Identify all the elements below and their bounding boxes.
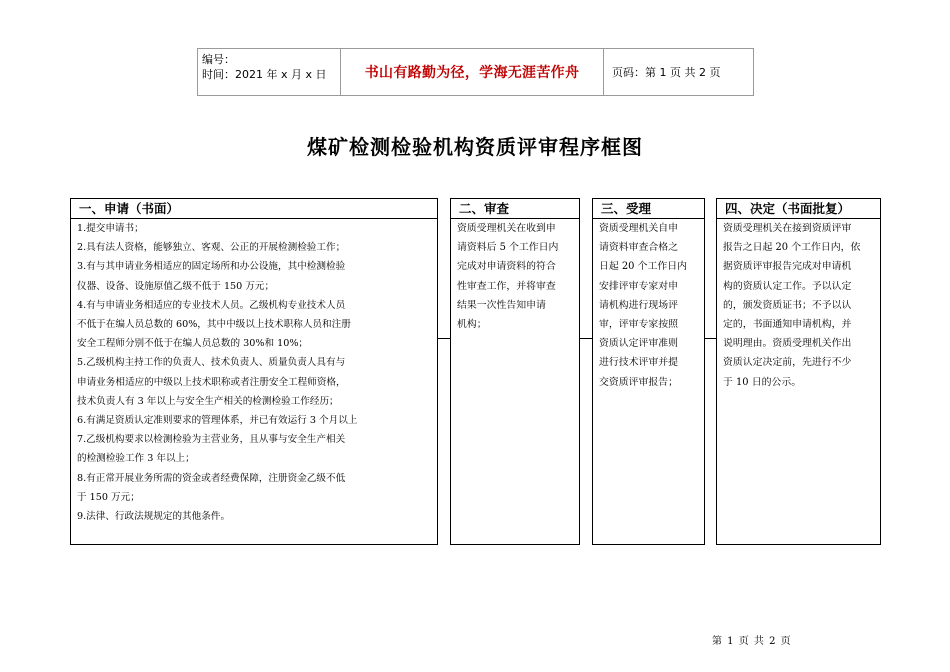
document-header	[197, 48, 754, 96]
step-accept-line: 审，评审专家按照	[599, 319, 679, 331]
step-review-line: 资质受理机关在收到申	[457, 223, 556, 234]
connector-line	[580, 338, 592, 339]
step-apply-line: 8.有正常开展业务所需的资金或者经费保障，注册资金乙级不低	[77, 472, 346, 484]
step-accept-line: 请资料审查合格之	[599, 242, 679, 254]
step-review-line: 结果一次性告知申请	[457, 299, 546, 311]
step-apply-line: 9.法律、行政法规规定的其他条件。	[77, 511, 231, 523]
step-accept-line: 安排评审专家对申	[599, 280, 679, 292]
header-page-info: 页码：第 1 页 共 2 页	[612, 66, 721, 79]
step-accept-line: 进行技术评审并提	[599, 357, 679, 369]
step-review-line: 完成对申请资料的符合	[457, 261, 556, 273]
step-apply-line: 的检测检验工作 3 年以上；	[77, 453, 195, 465]
step-decision-box	[716, 198, 881, 545]
number-label: 编号：	[202, 53, 235, 66]
step-apply-line: 仪器、设备、设施原值乙级不低于 150 万元；	[77, 280, 275, 292]
step-accept-box	[592, 198, 705, 545]
step-accept-line: 资质认定评审准则	[599, 338, 679, 350]
step-apply-line: 于 150 万元；	[77, 491, 140, 503]
step-apply-line: 1.提交申请书；	[77, 223, 144, 234]
header-meta	[198, 49, 341, 95]
step-apply-line: 5.乙级机构主持工作的负责人、技术负责人、质量负责人具有与	[77, 357, 346, 369]
step-decision-line: 于 10 日的公示。	[723, 376, 802, 388]
step-accept-line: 日起 20 个工作日内	[599, 261, 687, 273]
step-apply-heading: 一、申请（书面）	[71, 199, 437, 219]
step-decision-heading: 四、决定（书面批复）	[717, 199, 880, 219]
step-accept-line: 资质受理机关自申	[599, 223, 679, 234]
step-apply-line: 技术负责人有 3 年以上与安全生产相关的检测检验工作经历；	[77, 395, 339, 407]
step-apply-line: 6.有满足资质认定准则要求的管理体系，并已有效运行 3 个月以上	[77, 415, 358, 427]
step-decision-line: 说明理由。资质受理机关作出	[723, 338, 852, 350]
page-title: 煤矿检测检验机构资质评审程序框图	[307, 135, 643, 159]
step-accept-line: 请机构进行现场评	[599, 299, 679, 311]
step-apply-body	[71, 219, 437, 526]
connector-line	[438, 338, 450, 339]
step-apply-line: 2.具有法人资格，能够独立、客观、公正的开展检测检验工作；	[77, 242, 346, 254]
step-apply-line: 4.有与申请业务相适应的专业技术人员。乙级机构专业技术人员	[77, 299, 346, 311]
step-decision-line: 资质认定决定前，先进行不少	[723, 357, 852, 369]
page-footer: 第 1 页 共 2 页	[712, 636, 791, 647]
step-decision-line: 构的资质认定工作。予以认定	[723, 280, 852, 292]
header-motto: 书山有路勤为径，学海无涯苦作舟	[341, 49, 604, 95]
step-decision-line: 报告之日起 20 个工作日内，依	[723, 242, 861, 254]
step-review-line: 机构；	[457, 319, 487, 331]
step-accept-body	[593, 219, 704, 392]
step-review-heading: 二、审查	[451, 199, 579, 219]
step-apply-line: 申请业务相适应的中级以上技术职称或者注册安全工程师资格，	[77, 376, 346, 388]
connector-line	[705, 338, 716, 339]
step-decision-line: 定的，书面通知申请机构，并	[723, 319, 852, 331]
step-decision-body	[717, 219, 880, 392]
step-accept-heading: 三、受理	[593, 199, 704, 219]
step-decision-line: 资质受理机关在接到资质评审	[723, 223, 852, 234]
time-label: 时间：2021 年 x 月 x 日	[202, 68, 327, 81]
step-decision-line: 的，颁发资质证书；不予以认	[723, 299, 852, 311]
step-decision-line: 据资质评审报告完成对申请机	[723, 261, 852, 273]
step-accept-line: 交资质评审报告；	[599, 376, 679, 388]
step-review-box	[450, 198, 580, 545]
step-review-body	[451, 219, 579, 334]
step-review-line: 性审查工作，并将审查	[457, 280, 556, 292]
step-apply-line: 3.有与其申请业务相适应的固定场所和办公设施，其中检测检验	[77, 261, 346, 273]
step-apply-line: 不低于在编人员总数的 60%，其中中级以上技术职称人员和注册	[77, 319, 351, 331]
step-apply-line: 安全工程师分别不低于在编人员总数的 30%和 10%；	[77, 338, 309, 350]
step-apply-line: 7.乙级机构要求以检测检验为主营业务，且从事与安全生产相关	[77, 434, 346, 446]
step-review-line: 请资料后 5 个工作日内	[457, 242, 559, 254]
step-apply-box	[70, 198, 438, 545]
